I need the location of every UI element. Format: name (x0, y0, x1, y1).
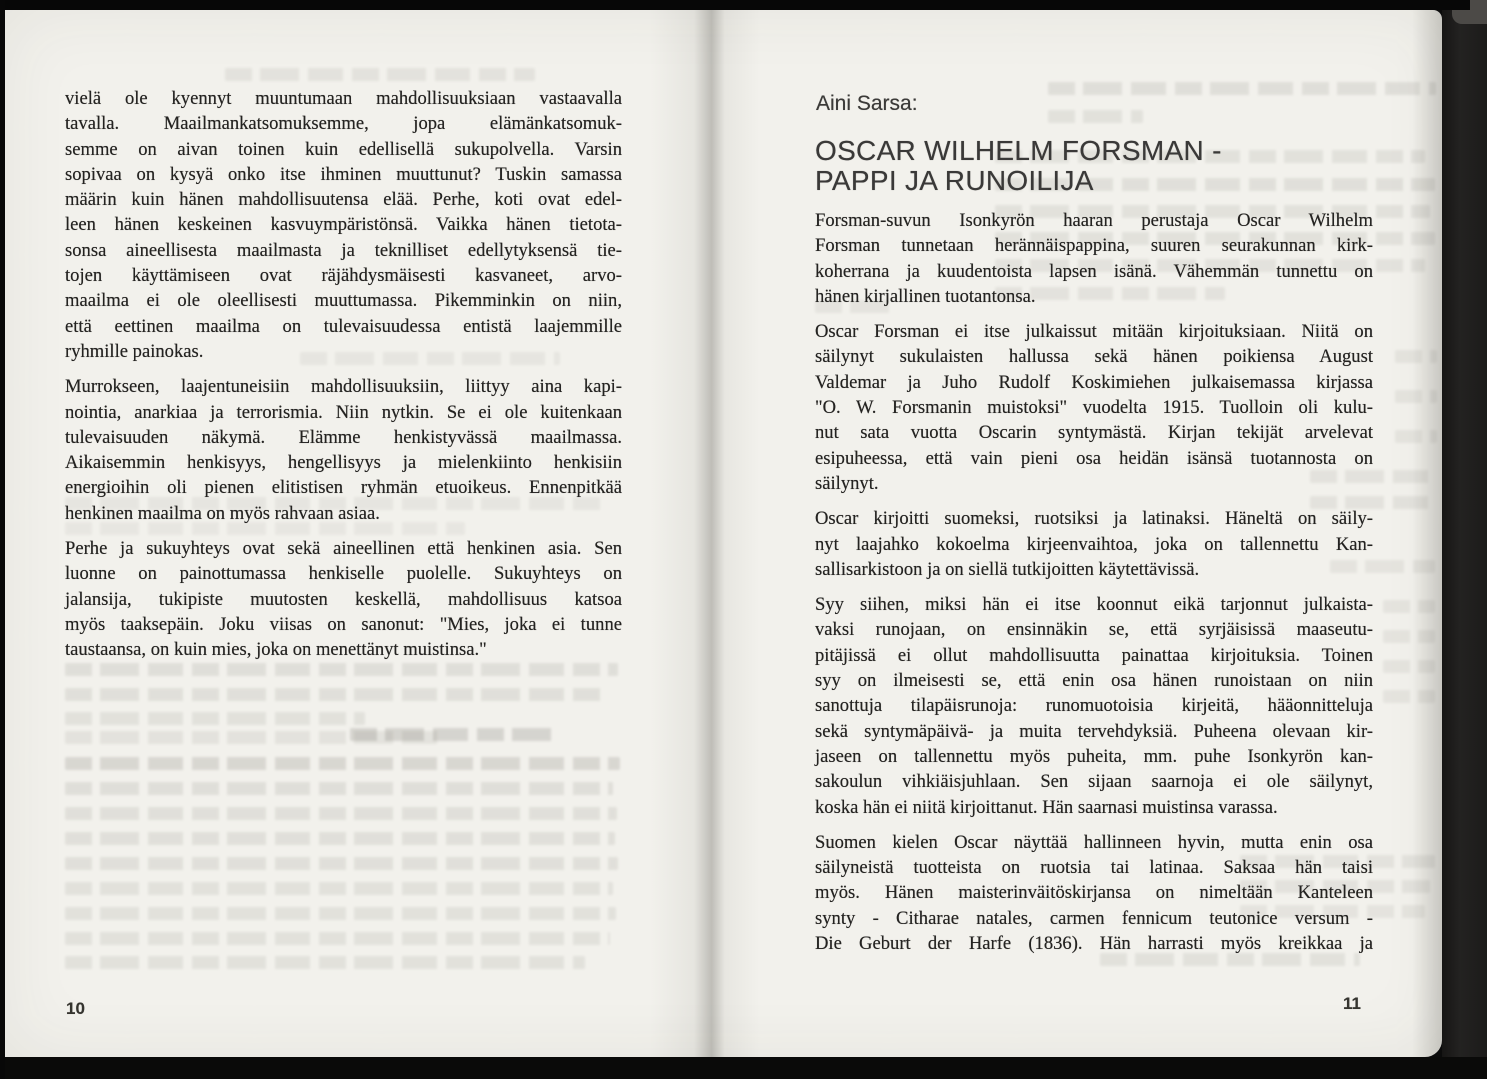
author-byline: Aini Sarsa: (816, 92, 918, 115)
text-line: sonsa aineellisesta maailmasta ja teknilliset edellytyksensä tie- (65, 239, 622, 261)
article-title (815, 136, 1222, 196)
text-line: nyt laajahko kokoelma kirjeenvaihtoa, joka on tallennettu Kan- (815, 533, 1373, 555)
text-line: myös taaksepäin. Joku viisas on sanonut: "Mies, joka ei tunne (65, 613, 622, 635)
article-title-line-2: PAPPI JA RUNOILIJA (815, 165, 1094, 196)
paragraph (815, 830, 1373, 956)
text-line: Oscar Forsman ei itse julkaissut mitään kirjoituksiaan. Niitä on (815, 321, 1373, 343)
text-line: tulevaisuuden näkymä. Elämme henkistyvässä maailmassa. (65, 426, 622, 448)
text-line: nointia, anarkiaa ja terrorismia. Niin nytkin. Se ei ole kuitenkaan (65, 401, 622, 423)
text-line: Aikaisemmin henkisyys, hengellisyys ja mielenkiinto henkisiin (65, 452, 622, 474)
text-line: Forsman tunnetaan herännäispappina, suuren seurakunnan kirk- (815, 235, 1373, 257)
text-line: luonne on painottumassa henkiselle puolelle. Sukuyhteys on (65, 563, 622, 585)
text-line: vaksi runojaan, on ensinnäkin se, että syrjäisissä maaseutu- (815, 619, 1373, 641)
text-line: Syy siihen, miksi hän ei itse koonnut eikä tarjonnut julkaista- (815, 594, 1373, 616)
paragraph (65, 86, 622, 364)
text-line: leen hänen keskeinen kasvuympäristönsä. Vaikka hänen tietota- (65, 214, 622, 236)
text-line: semme on aivan toinen kuin edellisellä sukupolvella. Varsin (65, 138, 622, 160)
left-page-body (65, 86, 622, 673)
text-line: myös. Hänen maisterinväitöskirjansa on nimeltään Kanteleen (815, 882, 1373, 904)
right-page-number: 11 (1343, 994, 1361, 1013)
text-line: syy on ilmeisesti se, että enin osa hänen runoistaan on niin (815, 670, 1373, 692)
scan-border-bottom (0, 1057, 1487, 1079)
text-line: energioihin oli pienen elitistisen ryhmän etuoikeus. Ennenpitkää (65, 477, 622, 499)
text-line: sanottuja tilapäisrunoja: runomuotoisia kirjeitä, hääonnitteluja (815, 695, 1373, 717)
text-line: pitäjissä ei ollut mahdollisuutta painattaa kirjoituksia. Toinen (815, 644, 1373, 666)
text-line: säilyneistä tuotteista on ruotsia tai latinaa. Saksaa hän taisi (815, 857, 1373, 879)
text-line: koska hän ei niitä kirjoittanut. Hän saarnasi muistinsa varassa. (815, 796, 1278, 818)
text-line: henkinen maailma on myös rahvaan asiaa. (65, 502, 380, 524)
text-line: vielä ole kyennyt muuntumaan mahdollisuuksiaan vastaavalla (65, 88, 622, 109)
scanner-background (1442, 0, 1487, 1079)
text-line: sallisarkistoon ja on siellä tutkijoitten käytettävissä. (815, 558, 1200, 580)
scan-border-top (0, 0, 1470, 10)
paragraph (815, 506, 1373, 582)
text-line: tojen käyttämiseen ovat räjähdysmäisesti kasvaneet, arvo- (65, 265, 622, 287)
text-line: hänen kirjallinen tuotantonsa. (815, 285, 1036, 307)
text-line: Die Geburt der Harfe (1836). Hän harrasti myös kreikkaa ja (815, 933, 1373, 955)
text-line: määrin kuin hänen mahdollisuutensa elää. Perhe, koti ovat edel- (65, 189, 622, 211)
scan-border-left (0, 0, 5, 1079)
text-line: Forsman-suvun Isonkyrön haaran perustaja Oscar Wilhelm (815, 210, 1373, 231)
text-line: Oscar kirjoitti suomeksi, ruotsiksi ja latinaksi. Häneltä on säily- (815, 508, 1373, 530)
text-line: tavalla. Maailmankatsomuksemme, jopa elämänkatsomuk- (65, 113, 622, 135)
paragraph (65, 374, 622, 526)
text-line: "O. W. Forsmanin muistoksi" vuodelta 1915. Tuolloin oli kulu- (815, 397, 1373, 419)
paragraph (815, 319, 1373, 496)
text-line: esipuheessa, että vain pieni osa heidän isänsä tuotannosta on (815, 447, 1373, 469)
text-line: Suomen kielen Oscar näyttää hallinneen hyvin, mutta enin osa (815, 831, 1373, 853)
paragraph (815, 208, 1373, 309)
article-title-line-1: OSCAR WILHELM FORSMAN - (815, 135, 1222, 166)
right-page-body (815, 208, 1373, 966)
text-line: Perhe ja sukuyhteys ovat sekä aineellinen että henkinen asia. Sen (65, 538, 622, 560)
text-line: että eettinen maailma on tulevaisuudessa entistä laajemmille (65, 315, 622, 337)
text-line: jaseen on tallennettu myös puheita, mm. puhe Isonkyrön kan- (815, 745, 1373, 767)
text-line: sopivaa on kysyä onko itse ihminen muuttunut? Tuskin samassa (65, 163, 622, 185)
text-line: säilynyt sukulaisten hallussa sekä hänen poikiensa August (815, 346, 1373, 368)
paragraph (815, 592, 1373, 820)
left-page-number: 10 (66, 999, 85, 1018)
paragraph (65, 536, 622, 662)
text-line: taustaansa, on kuin mies, joka on menettänyt muistinsa." (65, 639, 487, 661)
text-line: koherrana ja kuudentoista lapsen isänä. Vähemmän tunnettu on (815, 260, 1373, 282)
text-line: sakoulun vihkiäisjuhlaan. Sen sijaan saarnoja ei ole säilynyt, (815, 771, 1373, 793)
text-line: jalansija, tukipiste muutosten keskellä, mahdollisuus katsoa (65, 588, 622, 610)
text-line: synty - Citharae natales, carmen fennicum teutonice versum - (815, 907, 1373, 929)
text-line: sekä syntymäpäivä- ja muita tervehdyksiä. Puheena olevaan kir- (815, 720, 1373, 742)
text-line: ryhmille painokas. (65, 340, 204, 362)
text-line: Valdemar ja Juho Rudolf Koskimiehen julkaisemassa kirjassa (815, 371, 1373, 393)
text-line: säilynyt. (815, 472, 879, 494)
text-line: Murrokseen, laajentuneisiin mahdollisuuksiin, liittyy aina kapi- (65, 376, 622, 398)
text-line: nut sata vuotta Oscarin syntymästä. Kirjan tekijät arvelevat (815, 422, 1373, 444)
text-line: maailma ei ole oleellisesti muuttumassa. Pikemminkin on niin, (65, 290, 622, 312)
